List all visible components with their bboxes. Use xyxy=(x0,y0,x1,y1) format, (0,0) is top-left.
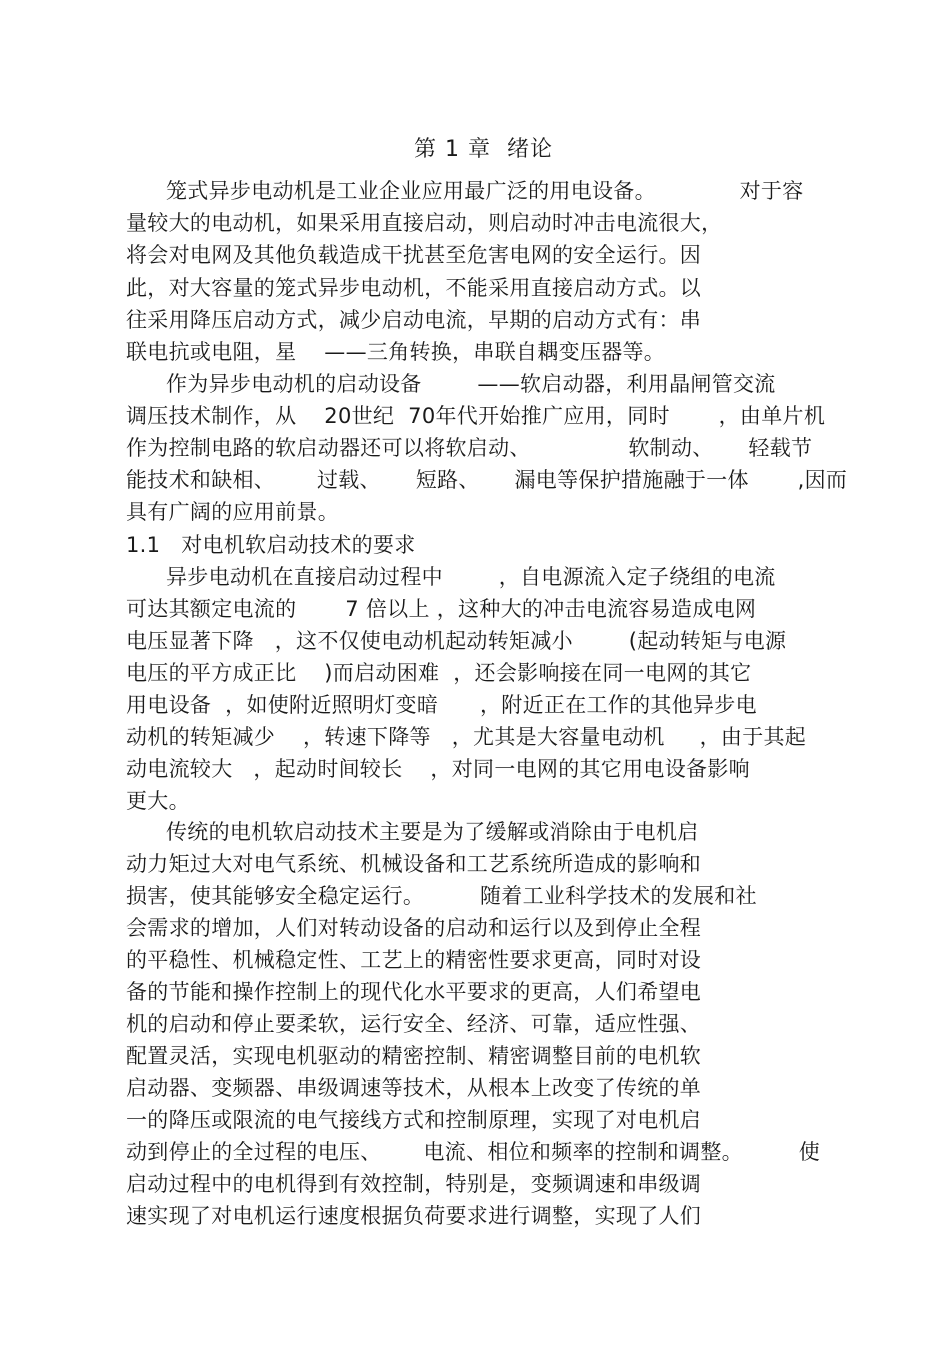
text-line: 异步电动机在直接启动过程中 ，自电源流入定子绕组的电流 xyxy=(166,565,776,589)
text-line: 往采用降压启动方式，减少启动电流，早期的启动方式有：串 xyxy=(126,308,702,332)
text-line: 用电设备 ，如使附近照明灯变暗 ，附近正在工作的其他异步电 xyxy=(126,693,757,717)
text-line: 作为控制电路的软启动器还可以将软启动、 软制动、 轻载节 xyxy=(126,436,813,460)
text-line: 动力矩过大对电气系统、机械设备和工艺系统所造成的影响和 xyxy=(126,852,702,876)
section-title: 1.1 对电机软启动技术的要求 xyxy=(126,533,416,557)
text-line: 会需求的增加，人们对转动设备的启动和运行以及到停止全程 xyxy=(126,916,702,940)
text-line: 一的降压或限流的电气接线方式和控制原理，实现了对电机启 xyxy=(126,1108,702,1132)
chapter-title: 第 1 章 绪论 xyxy=(414,137,553,162)
text-line: 启动过程中的电机得到有效控制，特别是，变频调速和串级调 xyxy=(126,1172,702,1196)
text-line: 联电抗或电阻，星 ——三角转换，串联自耦变压器等。 xyxy=(126,340,666,364)
text-line: 具有广阔的应用前景。 xyxy=(126,500,339,524)
text-line: 配置灵活，实现电机驱动的精密控制、精密调整目前的电机软 xyxy=(126,1044,702,1068)
text-line: 启动器、变频器、串级调速等技术，从根本上改变了传统的单 xyxy=(126,1076,702,1100)
text-line: 传统的电机软启动技术主要是为了缓解或消除由于电机启 xyxy=(166,820,699,844)
text-line: 动机的转矩减少 ，转速下降等 ，尤其是大容量电动机 ，由于其起 xyxy=(126,725,807,749)
text-line: 此，对大容量的笼式异步电动机，不能采用直接启动方式。以 xyxy=(126,276,702,300)
text-line: 电压显著下降 ，这不仅使电动机起动转矩减小 (起动转矩与电源 xyxy=(126,629,787,653)
text-line: 更大。 xyxy=(126,789,190,813)
text-line: 将会对电网及其他负载造成干扰甚至危害电网的安全运行。因 xyxy=(126,243,702,267)
text-line: 笼式异步电动机是工业企业应用最广泛的用电设备。 对于容 xyxy=(166,179,804,203)
text-line: 机的启动和停止要柔软，运行安全、经济、可靠，适应性强、 xyxy=(126,1012,702,1036)
text-line: 能技术和缺相、 过载、 短路、 漏电等保护措施融于一体 ,因而 xyxy=(126,468,848,492)
text-line: 损害，使其能够安全稳定运行。 随着工业科学技术的发展和社 xyxy=(126,884,757,908)
text-line: 作为异步电动机的启动设备 ——软启动器，利用晶闸管交流 xyxy=(166,372,776,396)
text-line: 可达其额定电流的 7 倍以上 ，这种大的冲击电流容易造成电网 xyxy=(126,597,757,621)
text-line: 动到停止的全过程的电压、 电流、相位和频率的控制和调整。 使 xyxy=(126,1140,821,1164)
text-line: 备的节能和操作控制上的现代化水平要求的更高，人们希望电 xyxy=(126,980,702,1004)
text-line: 量较大的电动机，如果采用直接启动，则启动时冲击电流很大， xyxy=(126,211,723,235)
text-line: 调压技术制作，从 20世纪 70年代开始推广应用，同时 ，由单片机 xyxy=(126,404,826,428)
text-line: 电压的平方成正比 )而启动困难 ，还会影响接在同一电网的其它 xyxy=(126,661,752,685)
text-line: 动电流较大 ，起动时间较长 ，对同一电网的其它用电设备影响 xyxy=(126,757,750,781)
text-line: 速实现了对电机运行速度根据负荷要求进行调整，实现了人们 xyxy=(126,1204,702,1228)
text-line: 的平稳性、机械稳定性、工艺上的精密性要求更高，同时对设 xyxy=(126,948,702,972)
